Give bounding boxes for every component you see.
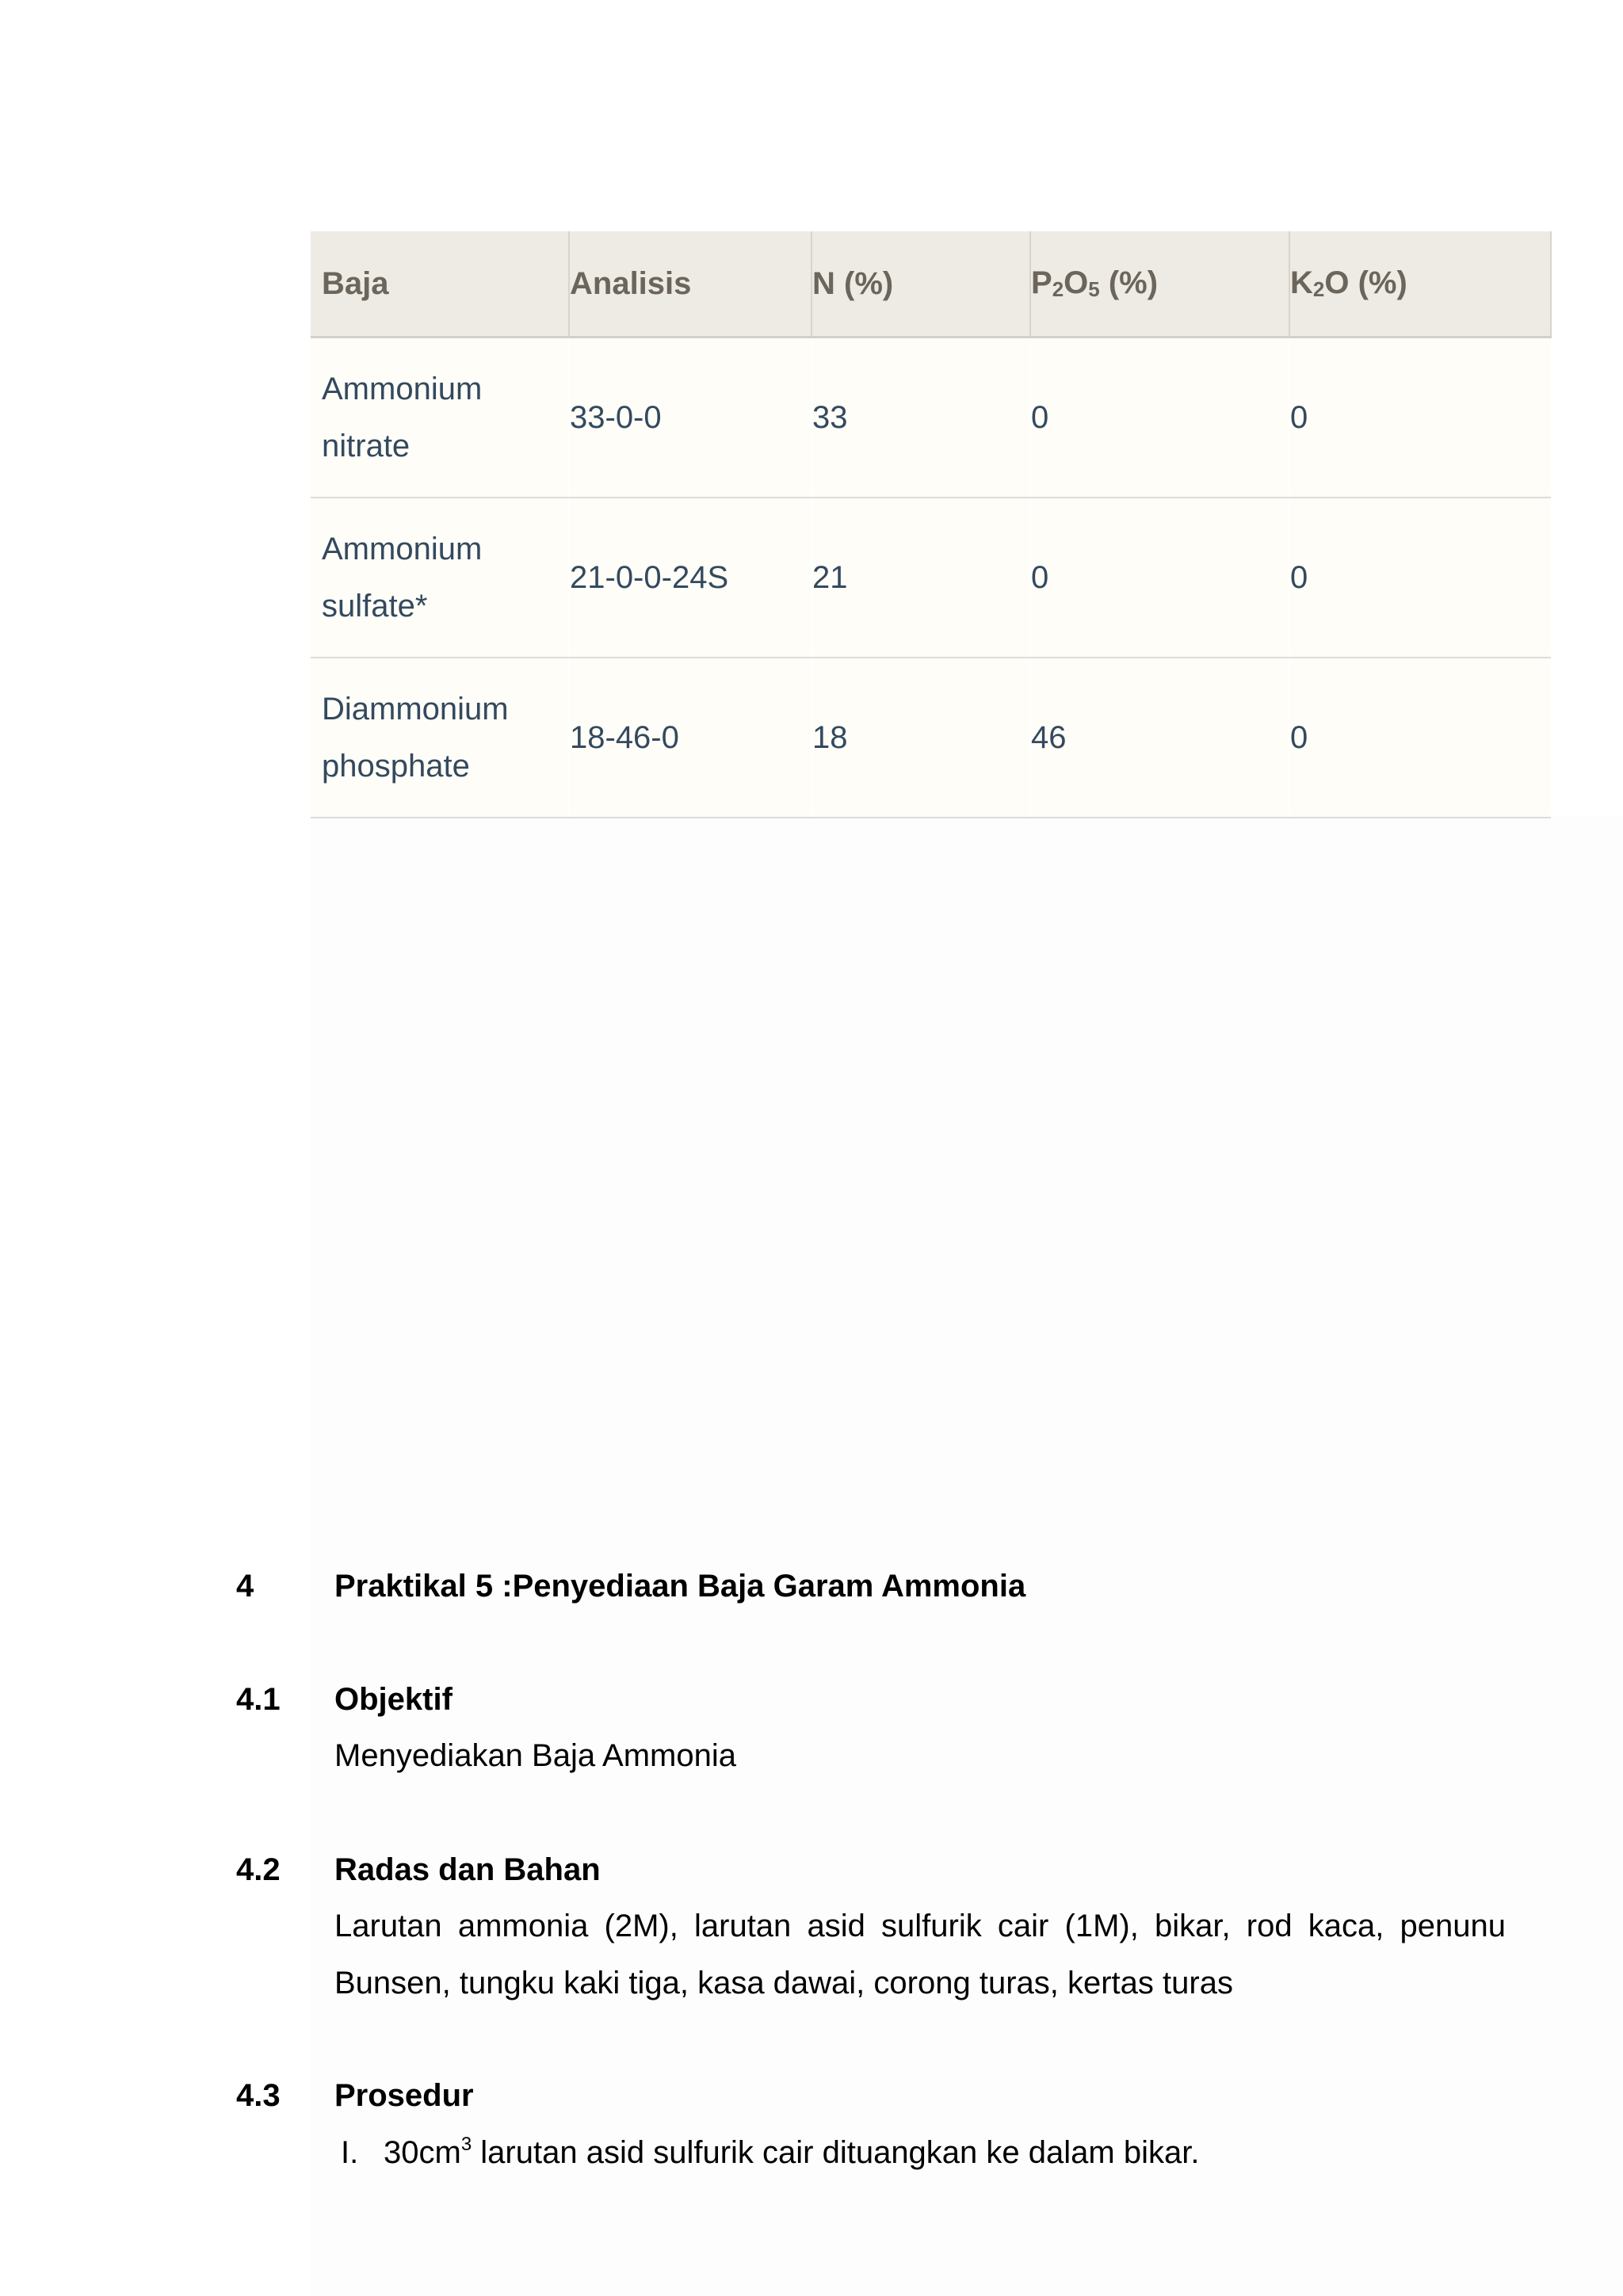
radas-text: Larutan ammonia (2M), larutan asid sulfurik cair (1M), bikar, rod kaca, penunu Bunsen, tungku kaki tiga, kasa dawai, corong turas, kertas turas [334,1909,1506,2000]
table-row [311,338,1551,498]
cell-baja: Ammonium sulfate* [311,498,569,658]
cell-k2o: 0 [1289,658,1551,818]
header-p2o5: $P_2O_5$ (%) [1030,231,1289,338]
table-row [311,498,1551,658]
page-background [311,816,1623,2296]
cell-analisis: 18-46-0 [569,658,812,818]
cell-p2o5: 46 [1030,658,1289,818]
fertilizer-table [311,231,1552,818]
section-title: Praktikal 5 :Penyediaan Baja Garam Ammonia [334,1569,1026,1604]
cell-n: 21 [812,498,1030,658]
cell-k2o: 0 [1289,498,1551,658]
procedure-step-marker: I. [341,2135,359,2170]
cell-n: 33 [812,338,1030,498]
cell-k2o: 0 [1289,338,1551,498]
subsection-title-radas: Radas dan Bahan [334,1852,601,1887]
subsection-number-radas: 4.2 [236,1852,281,1887]
cell-n: 18 [812,658,1030,818]
subsection-title-prosedur: Prosedur [334,2078,474,2113]
objektif-text: Menyediakan Baja Ammonia [334,1738,736,1773]
cell-baja: Diammonium phosphate [311,658,569,818]
table-row [311,658,1551,818]
subsection-number-objektif: 4.1 [236,1682,281,1717]
header-n: N (%) [812,231,1030,338]
header-analisis: Analisis [569,231,812,338]
subsection-number-prosedur: 4.3 [236,2078,281,2113]
cell-analisis: 33-0-0 [569,338,812,498]
cell-p2o5: 0 [1030,338,1289,498]
cell-baja: Ammonium nitrate [311,338,569,498]
header-k2o: $K_2O$ (%) [1289,231,1551,338]
table-header-row [311,231,1551,338]
cell-analisis: 21-0-0-24S [569,498,812,658]
procedure-step [341,2135,1199,2171]
section-number: 4 [236,1569,254,1604]
header-baja: Baja [311,231,569,338]
subsection-title-objektif: Objektif [334,1682,453,1717]
cell-p2o5: 0 [1030,498,1289,658]
procedure-step-text: $30cm^3$ larutan asid sulfurik cair dituangkan ke dalam bikar. [384,2134,1200,2170]
